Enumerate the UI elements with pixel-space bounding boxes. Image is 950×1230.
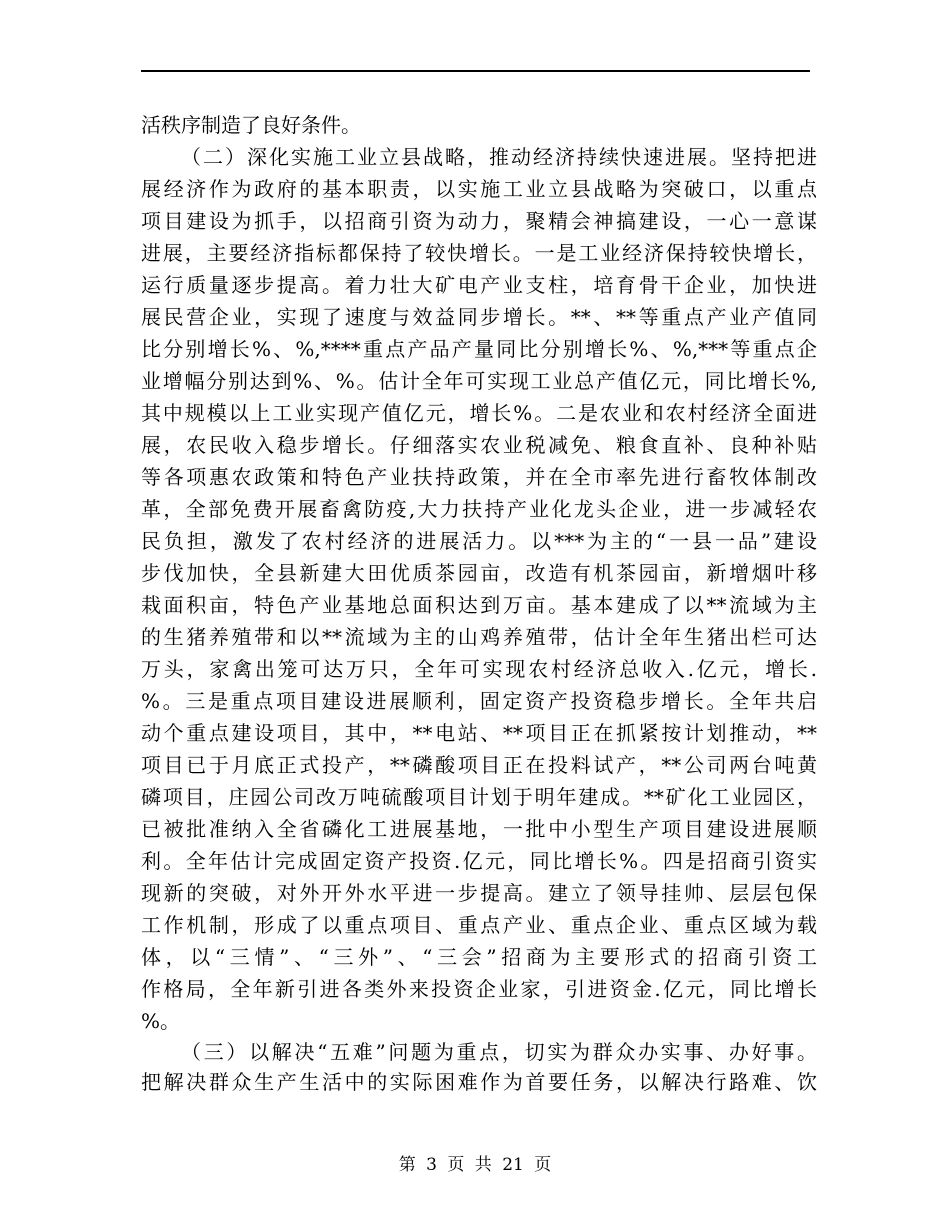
text-line: 展经济作为政府的基本职责，以实施工业立县战略为突破口，以重点 <box>141 177 817 201</box>
text-line: 动个重点建设项目，其中，**电站、**项目正在抓紧按计划推动，** <box>141 721 817 745</box>
text-line: 步伐加快，全县新建大田优质茶园亩，改造有机茶园亩，新增烟叶移 <box>141 561 817 585</box>
text-line: 体，以“三情”、“三外”、“三会”招商为主要形式的招商引资工 <box>141 945 817 969</box>
text-line: 民负担，激发了农村经济的进展活力。以***为主的“一县一品”建设 <box>141 529 817 553</box>
text-line: 现新的突破，对外开外水平进一步提高。建立了领导挂帅、层层包保 <box>141 881 817 905</box>
text-line: 革，全部免费开展畜禽防疫,大力扶持产业化龙头企业，进一步减轻农 <box>141 497 817 521</box>
text-line: 的生猪养殖带和以**流域为主的山鸡养殖带，估计全年生猪出栏可达 <box>141 625 817 649</box>
text-line: 把解决群众生产生活中的实际困难作为首要任务，以解决行路难、饮 <box>141 1070 817 1094</box>
body-text <box>141 109 817 1097</box>
text-line: %。 <box>141 1009 181 1033</box>
text-line: 工作机制，形成了以重点项目、重点产业、重点企业、重点区域为载 <box>141 913 817 937</box>
section-heading-line: （三）以解决“五难”问题为重点，切实为群众办实事、办好事。 <box>181 1040 817 1064</box>
page-number-footer: 第 3 页 共 21 页 <box>398 1155 552 1175</box>
text-line: 活秩序制造了良好条件。 <box>141 113 361 137</box>
text-line: 进展，主要经济指标都保持了较快增长。一是工业经济保持较快增长， <box>141 241 817 265</box>
text-line: 展，农民收入稳步增长。仔细落实农业税减免、粮食直补、良种补贴 <box>141 433 817 457</box>
text-line: 比分别增长%、%,****重点产品产量同比分别增长%、%,***等重点企 <box>141 337 817 361</box>
text-line: 栽面积亩，特色产业基地总面积达到万亩。基本建成了以**流域为主 <box>141 593 817 617</box>
text-line: 作格局，全年新引进各类外来投资企业家，引进资金.亿元，同比增长 <box>141 977 817 1001</box>
text-line: 展民营企业，实现了速度与效益同步增长。**、**等重点产业产值同 <box>141 305 817 329</box>
text-line: 万头，家禽出笼可达万只，全年可实现农村经济总收入.亿元，增长. <box>141 657 817 681</box>
text-line: 运行质量逐步提高。着力壮大矿电产业支柱，培育骨干企业，加快进 <box>141 273 817 297</box>
text-line: 磷项目，庄园公司改万吨硫酸项目计划于明年建成。**矿化工业园区， <box>141 785 817 809</box>
text-line: 项目已于月底正式投产，**磷酸项目正在投料试产，**公司两台吨黄 <box>141 753 817 777</box>
text-line: 其中规模以上工业实现产值亿元，增长%。二是农业和农村经济全面进 <box>141 401 817 425</box>
text-line: 利。全年估计完成固定资产投资.亿元，同比增长%。四是招商引资实 <box>141 849 817 873</box>
text-line: 项目建设为抓手，以招商引资为动力，聚精会神搞建设，一心一意谋 <box>141 209 817 233</box>
header-rule <box>141 70 810 72</box>
text-line: %。三是重点项目建设进展顺利，固定资产投资稳步增长。全年共启 <box>141 689 817 713</box>
text-line: 业增幅分别达到%、%。估计全年可实现工业总产值亿元，同比增长%, <box>141 369 817 393</box>
section-heading-line: （二）深化实施工业立县战略，推动经济持续快速进展。坚持把进 <box>181 145 817 169</box>
text-line: 已被批准纳入全省磷化工进展基地，一批中小型生产项目建设进展顺 <box>141 817 817 841</box>
text-line: 等各项惠农政策和特色产业扶持政策，并在全市率先进行畜牧体制改 <box>141 465 817 489</box>
